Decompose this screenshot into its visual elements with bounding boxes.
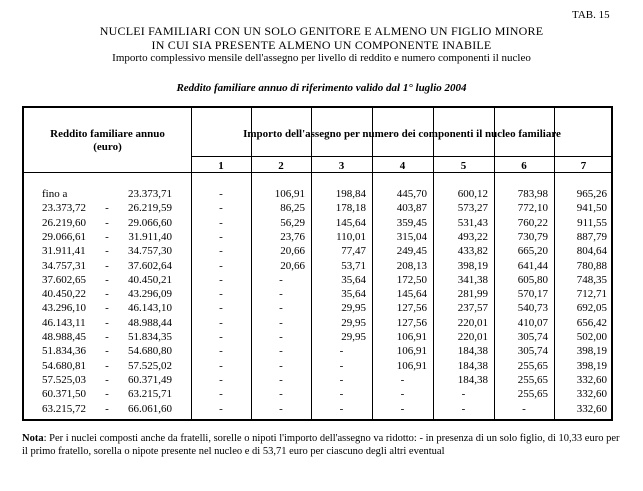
income-from: 46.143,11	[42, 316, 86, 329]
amount-cell: 106,91	[396, 359, 427, 372]
income-to: 43.296,09	[128, 288, 172, 301]
amount-cell: 184,38	[457, 345, 488, 358]
amount-cell: -	[219, 316, 223, 329]
table-row	[24, 288, 613, 301]
income-to: 26.219,59	[128, 202, 172, 215]
amount-cell: 398,19	[457, 259, 488, 272]
table-row	[24, 302, 613, 315]
amount-cell: 730,79	[517, 230, 548, 243]
income-to: 57.525,02	[128, 359, 172, 372]
income-separator: -	[105, 273, 109, 286]
amount-cell: -	[339, 345, 344, 358]
amount-cell: -	[219, 388, 223, 401]
amount-cell: -	[279, 273, 283, 286]
amount-cell: 220,01	[457, 331, 488, 343]
table-row	[24, 188, 613, 201]
income-separator: -	[105, 216, 109, 229]
table-row	[24, 331, 613, 344]
footnote	[22, 432, 627, 458]
income-from: 63.215,72	[42, 402, 86, 415]
amount-cell: -	[219, 188, 223, 200]
amount-cell: 941,50	[576, 202, 607, 215]
table-row	[24, 217, 613, 230]
amount-cell: 20,66	[280, 259, 305, 272]
amount-cell: -	[400, 402, 405, 415]
amount-cell: 748,35	[576, 273, 607, 286]
income-from: 31.911,41	[42, 245, 86, 258]
amount-cell: 433,82	[457, 245, 488, 258]
amount-cell: 184,38	[457, 359, 488, 372]
subtitle: Importo complessivo mensile dell'assegno per livello di reddito e numero componenti il nucleo	[112, 52, 531, 64]
amount-cell: 77,47	[341, 245, 366, 258]
amount-cell: 106,91	[274, 188, 305, 200]
amount-cell: 332,60	[576, 388, 607, 401]
income-to: 23.373,71	[128, 188, 172, 200]
income-to: 60.371,49	[128, 373, 172, 386]
footnote-text: : Per i nuclei composti anche da fratelli, sorelle o nipoti l'importo dell'assegno va ridotto: - in presenza di un solo figlio, di 10,33 euro per il primo fratello, sorella o nipote presente nel nucleo e di 53,71 euro per ciascuno degli altri eventual	[22, 433, 620, 457]
amount-cell: 145,64	[335, 216, 366, 229]
income-from: 40.450,22	[42, 288, 86, 301]
amount-cell: 398,19	[576, 359, 607, 372]
income-separator: -	[105, 316, 109, 329]
amount-cell: 255,65	[517, 359, 548, 372]
title-line-2: IN CUI SIA PRESENTE ALMENO UN COMPONENTE INABILE	[151, 38, 492, 52]
amount-cell: 178,18	[335, 202, 366, 215]
table-row	[24, 374, 613, 387]
amount-cell: -	[219, 202, 223, 215]
amount-cell: 208,13	[396, 259, 427, 272]
table-row	[24, 317, 613, 330]
amount-cell: 887,79	[576, 230, 607, 243]
amount-cell: -	[219, 331, 223, 343]
amount-cell: -	[219, 345, 223, 358]
income-from: 54.680,81	[42, 359, 86, 372]
income-from: 26.219,60	[42, 216, 86, 229]
amount-cell: 305,74	[517, 345, 548, 358]
amount-cell: -	[219, 230, 223, 243]
amount-cell: 29,95	[341, 302, 366, 315]
amount-cell: -	[219, 373, 223, 386]
amount-cell: -	[339, 402, 344, 415]
income-to: 54.680,80	[128, 345, 172, 358]
column-number: 6	[521, 160, 527, 172]
income-separator: -	[105, 359, 109, 372]
amount-cell: 410,07	[517, 316, 548, 329]
amount-cell: 712,71	[576, 288, 607, 301]
income-from: 51.834,36	[42, 345, 86, 358]
amount-column-divider	[554, 108, 555, 419]
amount-cell: 198,84	[335, 188, 366, 200]
amount-cell: 281,99	[457, 288, 488, 301]
amount-cell: 359,45	[396, 216, 427, 229]
amount-cell: -	[219, 402, 223, 415]
table-row	[24, 245, 613, 258]
income-separator: -	[105, 245, 109, 258]
amount-cell: 106,91	[396, 345, 427, 358]
table-row	[24, 360, 613, 373]
allowance-table	[22, 106, 613, 421]
income-from: 48.988,45	[42, 331, 86, 343]
amount-cell: -	[219, 259, 223, 272]
amount-column-divider	[372, 108, 373, 419]
income-to: 40.450,21	[128, 273, 172, 286]
amount-cell: -	[339, 388, 344, 401]
amount-cell: -	[400, 373, 405, 386]
income-to: 48.988,44	[128, 316, 172, 329]
amount-cell: 255,65	[517, 388, 548, 401]
income-separator: -	[105, 331, 109, 343]
income-from: 43.296,10	[42, 302, 86, 315]
amount-cell: 772,10	[517, 202, 548, 215]
amount-cell: -	[279, 345, 283, 358]
income-to: 31.911,40	[128, 230, 172, 243]
amount-cell: 184,38	[457, 373, 488, 386]
income-from: 60.371,50	[42, 388, 86, 401]
income-to: 51.834,35	[128, 331, 172, 343]
amount-header: Importo dell'assegno per numero dei componenti il nucleo familiare	[243, 128, 561, 140]
amount-cell: -	[461, 388, 466, 401]
income-from: 57.525,03	[42, 373, 86, 386]
amount-cell: -	[279, 359, 283, 372]
column-number: 7	[580, 160, 587, 172]
amount-cell: -	[219, 359, 223, 372]
column-number: 5	[460, 160, 467, 172]
title-line-1: NUCLEI FAMILIARI CON UN SOLO GENITORE E ALMENO UN FIGLIO MINORE	[99, 24, 544, 38]
amount-cell: -	[279, 388, 283, 401]
column-number: 4	[399, 160, 406, 172]
income-from: fino a	[42, 188, 68, 200]
income-to: 34.757,30	[128, 245, 172, 258]
amount-cell: 656,42	[576, 316, 607, 329]
amount-cell: 29,95	[341, 316, 366, 329]
amount-cell: 445,70	[396, 188, 427, 200]
amount-cell: -	[219, 216, 223, 229]
amount-cell: 23,76	[280, 230, 305, 243]
table-row	[24, 388, 613, 401]
table-row	[24, 260, 613, 273]
amount-cell: -	[279, 331, 283, 343]
amount-cell: 804,64	[576, 245, 607, 258]
header-divider-main	[24, 172, 611, 173]
amount-cell: 403,87	[396, 202, 427, 215]
amount-cell: 783,98	[517, 188, 548, 200]
amount-cell: -	[279, 302, 283, 315]
amount-column-divider	[311, 108, 312, 419]
amount-cell: 641,44	[517, 259, 548, 272]
amount-cell: 502,00	[576, 331, 607, 343]
income-to: 66.061,60	[128, 402, 172, 415]
income-header-line-1: Reddito familiare annuo	[50, 128, 165, 140]
amount-cell: 172,50	[396, 273, 427, 286]
amount-cell: 398,19	[576, 345, 607, 358]
amount-cell: 315,04	[396, 230, 427, 243]
amount-cell: -	[219, 302, 223, 315]
income-to: 46.143,10	[128, 302, 172, 315]
amount-cell: 493,22	[457, 230, 488, 243]
income-separator: -	[105, 288, 109, 301]
income-to: 29.066,60	[128, 216, 172, 229]
income-from: 34.757,31	[42, 259, 86, 272]
income-from: 37.602,65	[42, 273, 86, 286]
amount-cell: 341,38	[457, 273, 488, 286]
amount-cell: 20,66	[280, 245, 305, 258]
amount-cell: 29,95	[341, 331, 366, 343]
income-separator: -	[105, 230, 109, 243]
footnote-label: Nota	[22, 433, 44, 444]
column-number: 1	[218, 160, 224, 172]
amount-cell: 53,71	[341, 259, 366, 272]
amount-cell: 35,64	[341, 273, 366, 286]
income-separator: -	[105, 302, 109, 315]
amount-cell: -	[219, 245, 223, 258]
income-from: 29.066,61	[42, 230, 86, 243]
amount-column-divider	[494, 108, 495, 419]
table-row	[24, 345, 613, 358]
income-separator: -	[105, 345, 109, 358]
amount-cell: 605,80	[517, 273, 548, 286]
income-separator: -	[105, 402, 109, 415]
amount-cell: -	[279, 402, 283, 415]
amount-cell: -	[279, 373, 283, 386]
reference-period: Reddito familiare annuo di riferimento valido dal 1° luglio 2004	[176, 82, 467, 94]
income-separator: -	[105, 259, 109, 272]
income-to: 63.215,71	[128, 388, 172, 401]
amount-cell: 56,29	[280, 216, 305, 229]
amount-cell: 127,56	[396, 316, 427, 329]
amount-cell: 665,20	[517, 245, 548, 258]
income-from: 23.373,72	[42, 202, 86, 215]
amount-cell: 127,56	[396, 302, 427, 315]
amount-cell: 106,91	[396, 331, 427, 343]
amount-cell: 110,01	[336, 230, 366, 243]
amount-column-divider	[433, 108, 434, 419]
amount-cell: 965,26	[576, 188, 607, 200]
amount-cell: 760,22	[517, 216, 548, 229]
amount-cell: -	[219, 288, 223, 301]
table-row	[24, 403, 613, 416]
amount-cell: 255,65	[517, 373, 548, 386]
column-number: 2	[278, 160, 284, 172]
amount-column-divider	[251, 108, 252, 419]
amount-cell: -	[219, 273, 223, 286]
income-separator: -	[105, 388, 109, 401]
table-row	[24, 202, 613, 215]
amount-cell: 780,88	[576, 259, 607, 272]
amount-cell: 35,64	[341, 288, 366, 301]
income-separator: -	[105, 373, 109, 386]
amount-cell: -	[279, 288, 283, 301]
income-to: 37.602,64	[128, 259, 172, 272]
amount-cell: 573,27	[457, 202, 488, 215]
amount-cell: -	[339, 359, 344, 372]
amount-cell: 332,60	[576, 402, 607, 415]
table-row	[24, 231, 613, 244]
amount-cell: 145,64	[396, 288, 427, 301]
amount-cell: 600,12	[457, 188, 488, 200]
amount-cell: -	[339, 373, 344, 386]
income-separator: -	[105, 202, 109, 215]
amount-cell: 249,45	[396, 245, 427, 258]
amount-cell: 332,60	[576, 373, 607, 386]
amount-cell: -	[400, 388, 405, 401]
amount-cell: 911,55	[577, 216, 607, 229]
amount-cell: -	[279, 316, 283, 329]
table-row	[24, 274, 613, 287]
amount-cell: 86,25	[280, 202, 305, 215]
amount-cell: 305,74	[517, 331, 548, 343]
amount-cell: 237,57	[457, 302, 488, 315]
income-header-line-2: (euro)	[93, 141, 122, 153]
amount-cell: 531,43	[457, 216, 488, 229]
table-label: TAB. 15	[572, 9, 610, 21]
amount-cell: 540,73	[517, 302, 548, 315]
amount-cell: 692,05	[576, 302, 607, 315]
amount-cell: 570,17	[517, 288, 548, 301]
amount-cell: -	[522, 402, 526, 415]
amount-cell: -	[461, 402, 466, 415]
amount-cell: 220,01	[457, 316, 488, 329]
income-header	[24, 128, 191, 154]
column-number: 3	[338, 160, 345, 172]
header-divider-sub	[191, 156, 611, 157]
